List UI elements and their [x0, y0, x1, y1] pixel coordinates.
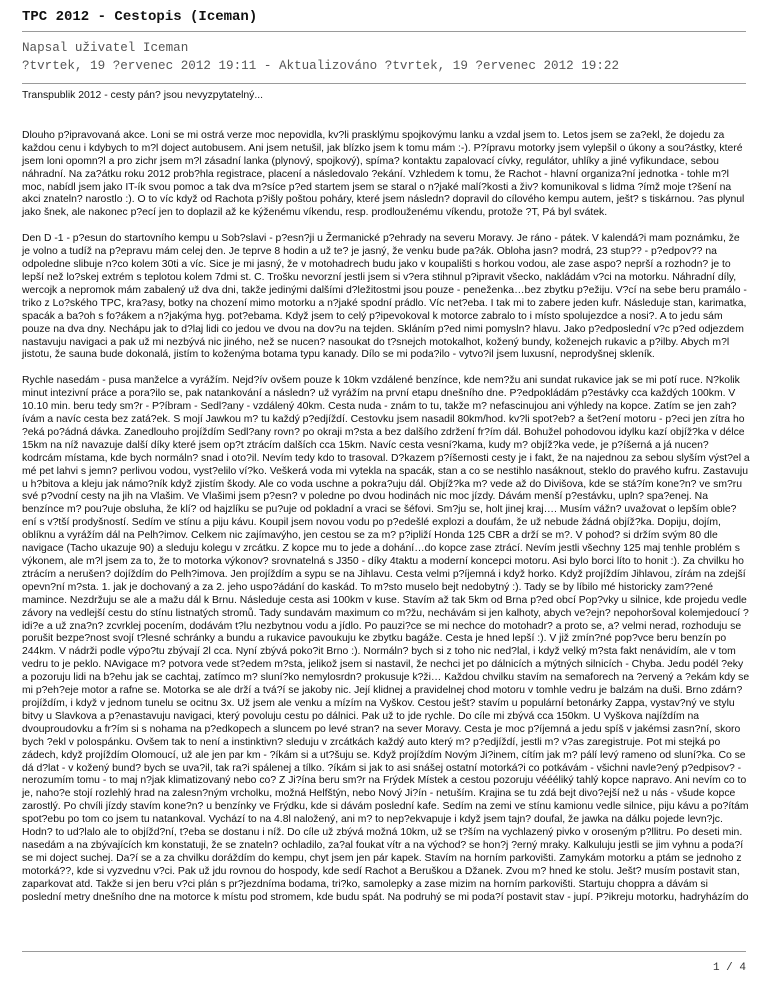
byline-divider: [22, 83, 746, 84]
page-number: 1 / 4: [712, 962, 746, 974]
byline: [22, 39, 619, 75]
article-paragraph: Rychle nasedám - pusa manželce a vyrážím. Nejd?ív ovšem pouze k 10km vzdálené benzínce, kde nem?žu ani sundat rukavice jak se mi potí ruce. N?kolik minut intezivní práce a pora?ilo se, pak natankování a následn? už vyrážím na první etapu dnešního dne. P?edpokládám p?estávky cca každých 100km. V 10.10 min. beru tedy sm?r - P?íbram - Sedl?any - vzdálený 40km. Cesta nuda - znám to tu, takže m? nefascinujou ani výhledy na kopce. Zatím se jen zah?ívám a navíc cesta bez zatá?ek. S mojí Jawkou m? tu každý p?edjíždí. Cestovku jsem nasadil 80km/hod. kv?li spot?eb? a šet?ení motoru - p?eci jen zítra ho ?eká po?ádná dávka. Zanedlouho projíždím Sedl?any rovn? po okraji m?sta a bez dalšího zdržení fr?ím dál. Bohužel pohodovou idylku kazí objíž?ka v délce 15km na níž navazuje další díky které jsem op?t ztrácím dalších cca 15km. Navíc cesta vesní?kama, kudy m? objíž?ka vede, je p?íšerná a já nucen? kodrcám místama, kde bych normáln? snad i oto?il. Nevím tedy kdo to trasoval. D?kazem p?íšernosti cesty je i fakt, že na najednou za sebou slyším výst?el a mé pet lahvi s jemn? perlivou vodou, vyst?elilo ví?ko. Veškerá voda mi vytekla na spacák, stan a co se nestihlo nasáknout, steklo do pravého kufru. Zastavuju u h?bitova a kleju jak námo?ník když zjistím škody. Ale co voda uschne a pokra?uju dál. Objíž?ka m? vede až do Divišova, kde se stá?ím kone?n? ve sm?ru své p?vodní cesty na jih na Vlašim. Ve Vlašimi jsem p?esn? v poledne po dvou hodinách nic moc jízdy. Dávám menší p?estávku, upln? spa?enej. Na benzínce m? pou?uje obsluha, že klí? od hajzlíku se pu?uje od pokladní a vraci se šéfovi. Sm?ju se, holt jinej kraj…. Musím vážn? uvažovat o lepším oble?ení s v?tší prodyšností. Sedím ve stínu a piju kávu. Koupil jsem novou vodu po p?edešlé explozi a doufám, že už nebude žádná objíž?ka. Dopiju, dojím, oblíknu a vyrážím dál na Pelh?imov. Celkem nic zajímavýho, jen cestou se za m? p?ipliží Honda 125 CBR a drží se m?. V pohod? si držím svým 80 dle navigace (Tacho ukazuje 90) a sleduju kolegu v zrcátku. Z kopce mu to jede a dohání…do kopce zase ztrácí. Nevím jestli všechny 125 maj tenhle problém s výkonem, ale m?l jsem za to, že to motorka výkonov? srovnatelná s J350 - díky 4taktu a moderní koncepci motoru. Asi bylo borci líto to honit :). Za chvilku ho ztrácím a nerušen? dojíždím do Pelh?imova. Jen projíždím a sypu se na Jihlavu. Cesta velmi p?íjemná i když horko. Když projíždím Jihlavou, zírám na zdejší opevn?ní m?sta. 1. jak je dochovaný a za 2. jeho uspo?ádání do kaskád. To m?sto muselo bejt nedobytný :). Tady se by líbilo mé historicky zam??ené mamince. Nezdržuju se ale a mažu dál k Brnu. Následuje cesta asi 100km v kuse. Stavím až tak 5km od Brna p?ed obcí Pop?vky u silnice, kde projedu vedle závory na vedlejší cestu do stínu listnatých stromů. Tady sundavám maximum co m?žu, nechávám si jen kalhoty, abych ve?ejn? nepohoršoval kolemjedoucí ?idi?e a už zna?n? zcvrklej pocením, dodávám t?lu nezbytnou vodu a jídlo. Po pauzi?ce se mi nechce do motohadr? a proto se, a? velmi nerad, rozhoduju se porušit bezpe?nost svojí t?lesné schránky a bundu a rukavice pavoukuju ke zbytku bagáže. Cesta je hned lepší :). V již zmín?né pop?vce beru benzín po 244km. V nádrži podle výpo?tu zbývají 2l cca. Nyní zbývá poko?it Brno :). Normáln? bych si z toho nic ned?lal, i když velký m?sta fakt nenávidím, ale v tom vedru to je peklo. NAvigace m? potvora vede st?edem m?sta, jelikož jsem si nastavil, že nechci jet po dálnicích a mýtných silnicích - Chyba. Jedu podél ?eky a pozoruju lidi na b?ehu jak se cachtaj, zatímco m? sluní?ko nemylosrdn? prokusuje k?ži… Každou chvilku stavím na semaforech na ?ervený a ?ekám kdy se mi p?eh?eje motor a rafne se. Motorka se ale drží a tvá?í se jakoby nic. Její klidnej a pravidelnej chod motoru v tomhle vedru je balzám na duši. Brno zdárn? projíždím, i když v jednom tunelu se ocitnu 3x. Už jsem ale venku a mízím na Vyškov. Cestou ješt? stavím u populární betonárky Zappa, vystav?ný ve stylu bitvy u Slavkova a p?enastavuju navigaci, který povoluju cestu po dálnici. Pak už to jde rychle. Do cíle mi zbývá cca 150km. U Vyškova najíždím na dvouproudovku a fr?ím si s nohama na p?edkopech a sluncem po levé stran? na sever Moravy. Cesta je moc p?íjemná a jedu spíš v jakémsi zasn?ní, skoro bych ?ekl v polospánku. Ovšem tak to není a instinktivn? sleduju v zrcátkách každý auto který m? p?edjíždí, jestli m? v?as zaregistruje. Pot mi stejká po zádech, když projíždím Olomoucí, už ale jen par km - ?íkám si a ut?šuju se. Když projíždím Novým Ji?inem, cítím jak m? pálí levý rameno od sluní?ka. Co se dá d?lat - v kožený bund? bych se uva?il, tak ra?i spálenej a tílko. ?íkám si jak to asi snášej ostatní motorká?i co potkávám - všichni navle?ený p?edpisov? - nerozumím tomu - to maj n?jak klimatizovaný nebo co? Z Ji?ína beru sm?r na Frýdek Místek a cestou pozoruju véééliký tahlý kopce napravo. Ani nevím co to je, naho?e stojí rozlehlý hrad na zalesn?ným vrcholku, možná Helfštýn, nebo Nový Ji?ín - netuším. Krajina se tu zdá bejt divo?ejší než u nás - všude kopce zarostlý. Po chvíli jízdy stavím kone?n? u benzínky ve Frýdku, kde si dávám poslední kafe. Sedím na zemi ve stínu kamionu vedle silnice, piju kávu a po?ítám spot?ebu po tom co jsem tu natankoval. Vychází to na 4.8l naložený, ani m? to nep?ekvapuje i když jsem tajn? doufal, že jawka na dálku pojede levn?jc. Hodn? to ud?lalo ale to objížd?ní, t?eba se dostanu i níž. Do cíle už zbývá možná 10km, už se t?ším na vychlazený pivko v oroseným p?llitru. Po deseti min. nasedám a na zbývajících km konstatuji, že se znateln? ochladilo, za?al foukat vítr a na východ? se hon?j ?erný mraky. Kalkuluju jestli se jim vyhnu a poda?í se mi doject suchej. Da?í se a za chvilku doráždím do kempu, chyt jsem jen pár kapek. Stavím na horním parkovišti. Zamykám motorku a ptám se jednoho z motorká??, kde si vyzvednu v?ci. Pak už jdu rovnou do hospody, kde sedí Rachot a Beruškou a Džanek. Zvou m? hned ke stolu. Ješt? musím postavit stan, zaparkovat atd. Takže si jen beru v?ci plán s pr?jezdníma bodama, tri?ko, samolepky a zase mizim na horním parkovišti. Startuju choppra a dávám si poslední metry dnešního dne na motorce k místu pod stromem, kde budu spát. Na podruhý se mi poda?í postavit stav - jupí. P?ikreju motorku, hadryházím do: [22, 375, 750, 903]
article-lead: Transpublik 2012 - cesty pán? jsou nevyzpytatelný...: [22, 90, 264, 101]
byline-dates: ?tvrtek, 19 ?ervenec 2012 19:11 - Aktualizováno ?tvrtek, 19 ?ervenec 2012 19:22: [22, 59, 620, 73]
article-paragraph: Dlouho p?ipravovaná akce. Loni se mi ostrá verze moc nepovidla, kv?li prasklýmu spojkovýmu lanku a vzdal jsem to. Letos jsem se za?ekl, že dojedu za každou cenu i kdybych to m?l doject autobusem. Ani jsem netušil, jak blízko jsem k tomu mám :-). P?ípravu motorky jsem vylepšil o úkony a sou?ástky, které jsem loni opomn?l a pro zichr jsem m?l zásadní lanka (plynový, spojkový), spíma? kontaktu zapalovací cívky, regulátor, uhlíky a jiné vyfikundace, sebou náhradní. Na za?átku roku 2012 prob?hla registrace, placení a následovalo ?ekání. Vzhledem k tomu, že Rachot - hlavní organiza?ní jednotka - tohle m?l moc, nabídl jsem jako IT-ík svou pomoc a tak dva m?síce p?ed startem jsem se staral o n?jaké malí?kosti a živ? komunikoval s lidma ?ímž moje t?šení na akci znateln? narostlo :). O to víc když od Rachota p?išly poštou poháry, které jsem následn? dopravil do cílového kempu autem, ješt? s tiskárnou. ?as plynul jako šnek, ale nakonec p?ecí jen to doplazil až ke kýženému víkendu, resp. prodlouženému víkendu, protože ?T, Pá byl svátek.: [22, 129, 745, 219]
byline-author: Napsal uživatel Iceman: [22, 41, 189, 55]
document-title: TPC 2012 - Cestopis (Iceman): [22, 9, 258, 25]
title-divider: [22, 31, 746, 32]
article-paragraph: Den D -1 - p?esun do startovního kempu u Sob?slavi - p?esn?ji u Žermanické p?ehrady na severu Moravy. Je ráno - pátek. V kalendá?i mam poznámku, že je volno a tudíž na p?epravu mám celej den. Je teprve 8 hodin a už te? je jasný, že venku bude pa?ák. Obloha jasn? modrá, 23 stup?? - p?edpov?? na odpoledne slibuje n?co kolem 30ti a víc. Sice je mi jasný, že v motohadrech budu jako v koupališti s horkou vodou, ale zase aspo? neprší a rozhodn? je to lepší než lo?skej extrém s teplotou kolem 7dmi st. C. Trošku nevorzní jestli jsem si v?era stihnul p?ipravit všecko, nakládám v?ci na motorku. Náhradní díly, wercojk a nepromok mám zabalený už dva dni, takže jedinými dalšími d?ležitostmi jsou pouze - peneženka…bez zbytku p?ežiju. V?cí na sebe beru pramálo - triko z Lo?ského TPC, kra?asy, botky na chození mimo motorku a n?jaké spodní prádlo. Víc net?eba. I tak mi to zabere jeden kufr. Následuje stan, karimatka, spacák a ba?oh s fo?ákem a n?jakýma hyg. pot?ebama. Když jsem to celý p?ipevokoval k motorce zabralo to i místo spolujezdce a nosi?. A to jedu sám pouze na dva dny. Nechápu jak to d?laj lidi co jedou ve dvou na dov?u na tejden. Skláním p?ed nimi pomysln? hlavu. Jako p?edposlední v?c p?ed odjezdem nastavuju navigaci a pak už mi nezbývá nic jiného, než se nucen? nasoukat do t?snejch motokalhot, kožený bundy, koženejch rukavic a p?ilby. Abych m?l jistotu, že sauna bude dokonalá, jistím to koženýma botama typu kanady. Dílo se mi poda?ilo - vytvo?il jsem luxusní, neprodyšnej skleník.: [22, 233, 747, 361]
footer-divider: [22, 951, 746, 952]
article-body: [22, 90, 750, 917]
